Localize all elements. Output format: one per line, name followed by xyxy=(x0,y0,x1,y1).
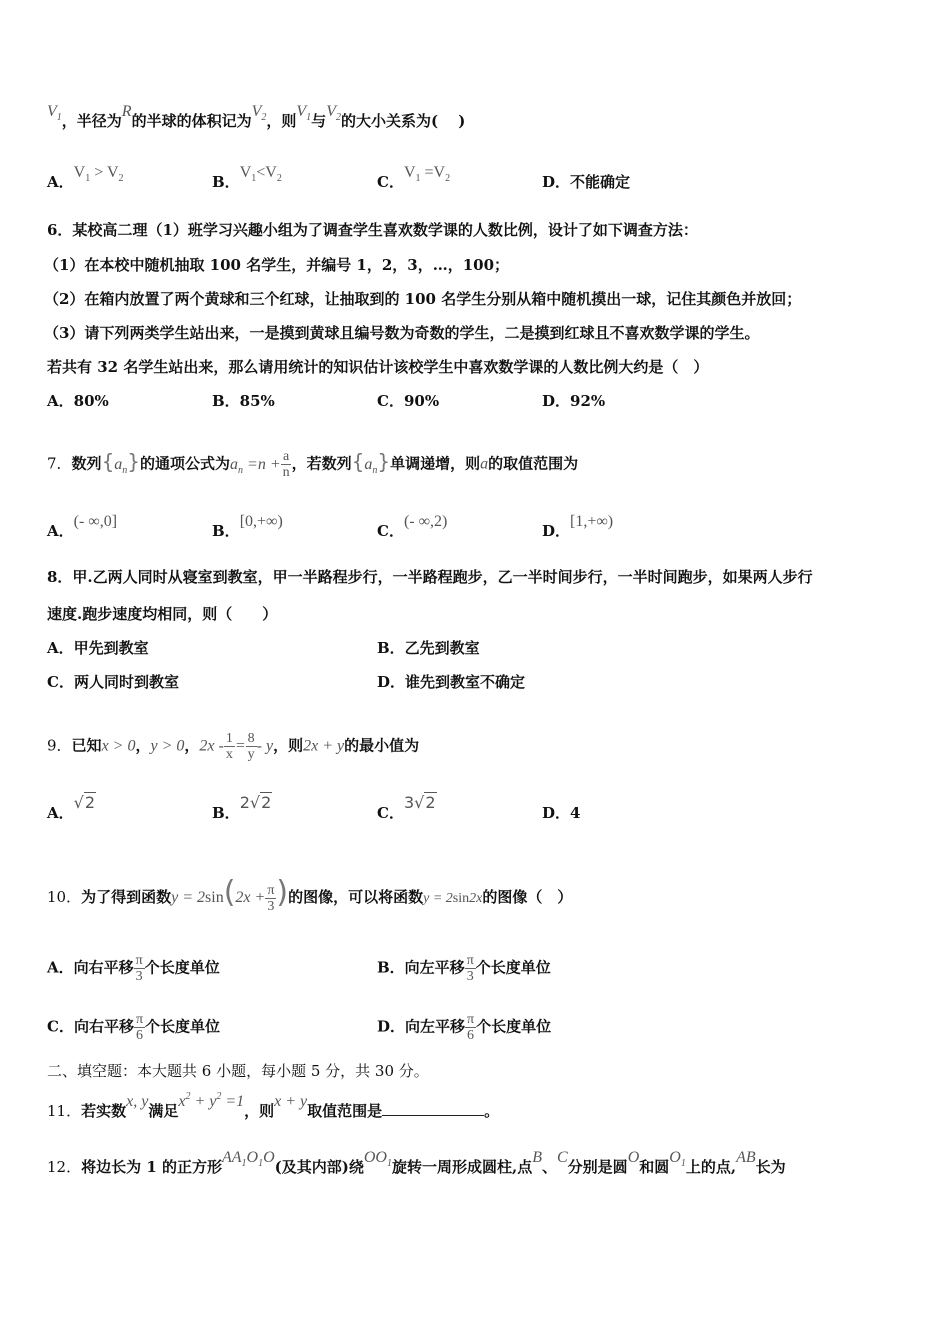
q6-option-a: A．80% xyxy=(47,392,109,410)
q9-option-d: D．4 xyxy=(542,804,581,822)
q6-option-c: C．90% xyxy=(377,392,440,410)
q5-option-d: D．不能确定 xyxy=(542,173,631,191)
q10-option-b: B．向左平移 $\frac{\pi}{3}$ 个长度单位 xyxy=(377,953,551,984)
q6-line-5: 若共有 32 名学生站出来，那么请用统计的知识估计该校学生中喜欢数学课的人数比例大约是（ ） xyxy=(47,358,709,376)
math-v2b: $V_2$ xyxy=(326,103,341,123)
q10-option-c: C．向右平移 $\frac{\pi}{6}$ 个长度单位 xyxy=(47,1012,221,1043)
q7-option-c: C．(- ∞,2) xyxy=(377,513,448,540)
q8-option-d: D．谁先到教室不确定 xyxy=(377,673,526,691)
math-r: R xyxy=(121,103,132,120)
q10-option-d: D．向左平移 $\frac{\pi}{6}$ 个长度单位 xyxy=(377,1012,552,1043)
q12-stem: 12．将边长为 1 的正方形$AA_1O_1O$(及其内部)绕$OO_1$旋转一周形成圆柱,点B、C分别是圆O和圆$O_1$上的点,AB长为 xyxy=(47,1149,786,1176)
q7-option-a: A．(- ∞,0] xyxy=(47,513,118,540)
math-v1: $V_1$ xyxy=(47,103,62,123)
q6-line-4: （3）请下列两类学生站出来，一是摸到黄球且编号数为奇数的学生，二是摸到红球且不喜欢数学课的学生。 xyxy=(44,324,760,342)
q7-option-b: B．[0,+∞) xyxy=(212,513,283,540)
q5-option-a: A．$V_1 > V_2$ xyxy=(47,164,124,191)
q8-line-1: 8．甲.乙两人同时从寝室到教室，甲一半路程步行，一半路程跑步，乙一半时间步行，一半时间跑步，如果两人步行 xyxy=(47,568,813,586)
q11-answer-blank[interactable] xyxy=(382,1101,484,1116)
q10-option-a: A．向右平移 $\frac{\pi}{3}$ 个长度单位 xyxy=(47,953,220,984)
math-v2: $V_2$ xyxy=(251,103,267,123)
q7-fraction: $\frac{a}{n}$ xyxy=(282,449,290,480)
q9-option-a: A．√2 xyxy=(47,793,96,822)
q6-line-3: （2）在箱内放置了两个黄球和三个红球，让抽取到的 100 名学生分别从箱中随机摸出一球，记住其颜色并放回； xyxy=(44,290,802,308)
q6-line-1: 6．某校高二理（1）班学习兴趣小组为了调查学生喜欢数学课的人数比例，设计了如下调查方法： xyxy=(47,221,698,239)
q9-fraction-1: $\frac{1}{x}$ xyxy=(225,731,233,762)
q10-stem: 10．为了得到函数y = 2sin(2x + $\frac{\pi}{3}$ )的图像，可以将函数y = 2sin2x的图像（ ） xyxy=(47,875,573,914)
q9-stem: 9．已知x > 0，y > 0，2x - $\frac{1}{x}$ = $\frac{8}{y}$ - y，则2x + y的最小值为 xyxy=(47,731,420,762)
q5-stem: $V_1$，半径为R的半球的体积记为$V_2$，则$V_1$与$V_2$的大小关系为( ) xyxy=(47,103,466,130)
q11-stem: 11．若实数x, y满足$x^2 + y^2 =1$，则x + y取值范围是 。 xyxy=(47,1091,500,1120)
section-2-heading: 二、填空题：本大题共 6 小题，每小题 5 分，共 30 分。 xyxy=(47,1062,429,1080)
q6-option-d: D．92% xyxy=(542,392,606,410)
math-v1b: $V_1$ xyxy=(296,103,312,123)
q9-option-b: B．2√2 xyxy=(212,793,272,822)
q9-fraction-2: $\frac{8}{y}$ xyxy=(247,731,255,762)
q8-option-b: B．乙先到教室 xyxy=(377,639,480,657)
q8-option-a: A．甲先到教室 xyxy=(47,639,149,657)
q9-option-c: C．3√2 xyxy=(377,793,436,822)
q5-option-b: B．$V_1<V_2$ xyxy=(212,164,282,191)
q6-line-2: （1）在本校中随机抽取 100 名学生，并编号 1，2，3，…，100； xyxy=(44,256,510,274)
q5-option-c: C．$V_1 =V_2$ xyxy=(377,164,451,191)
q7-option-d: D．[1,+∞) xyxy=(542,513,614,540)
q8-option-c: C．两人同时到教室 xyxy=(47,673,179,691)
q8-line-2: 速度.跑步速度均相同，则（ ） xyxy=(47,605,278,623)
q6-option-b: B．85% xyxy=(212,392,275,410)
q7-stem: 7．数列$\{a_n\}$的通项公式为$a_n =n$ + $\frac{a}{n}$ ，若数列$\{a_n\}$单调递增，则a的取值范围为 xyxy=(47,449,579,480)
q10-fraction: $\frac{\pi}{3}$ xyxy=(267,882,275,914)
